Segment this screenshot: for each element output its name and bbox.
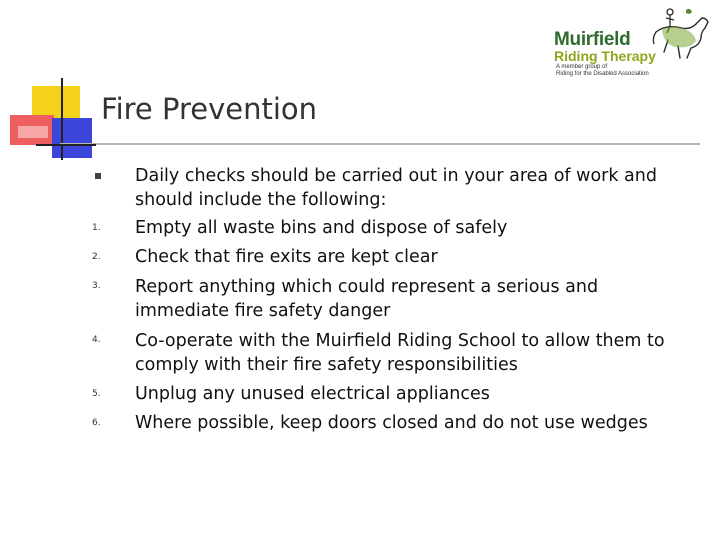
list-item-text: Empty all waste bins and dispose of safely [135, 218, 508, 238]
intro-text: Daily checks should be carried out in your area of work and should include the following: [135, 166, 657, 210]
list-item [92, 326, 692, 380]
list-marker: 3. [92, 281, 101, 291]
list-marker: 6. [92, 418, 101, 428]
list-item-text: Report anything which could represent a serious and immediate fire safety danger [135, 277, 599, 321]
muirfield-logo [548, 6, 716, 82]
slide-title: Fire Prevention [101, 92, 318, 126]
intro-bullet [92, 163, 692, 212]
slide-body [92, 163, 692, 438]
decor-vertical-line [61, 78, 63, 160]
list-item-text: Check that fire exits are kept clear [135, 247, 438, 267]
list-marker: 5. [92, 389, 101, 399]
list-item [92, 409, 692, 438]
logo-tagline [556, 64, 716, 78]
logo-name-line2: Riding Therapy [554, 48, 656, 64]
logo-tagline-line1: A member group of [556, 64, 608, 70]
list-item [92, 272, 692, 326]
list-item-text: Co-operate with the Muirfield Riding School to allow them to comply with their fire safety responsibilities [135, 331, 665, 375]
decor-red-highlight [18, 126, 48, 138]
horse-rider-icon [648, 6, 716, 64]
list-item-text: Unplug any unused electrical appliances [135, 384, 490, 404]
list-item-text: Where possible, keep doors closed and do not use wedges [135, 413, 648, 433]
list-marker: 2. [92, 252, 101, 262]
list-marker: 4. [92, 335, 101, 345]
title-underline [60, 143, 700, 145]
decor-horizontal-line [36, 144, 96, 146]
decor-blue-square [52, 118, 92, 158]
logo-tagline-line2: Riding for the Disabled Association [556, 71, 649, 77]
list-item [92, 380, 692, 409]
list-item [92, 214, 692, 243]
list-item [92, 243, 692, 272]
list-marker: 1. [92, 223, 101, 233]
square-bullet-icon [95, 173, 101, 179]
logo-name-line1: Muirfield [554, 29, 631, 50]
